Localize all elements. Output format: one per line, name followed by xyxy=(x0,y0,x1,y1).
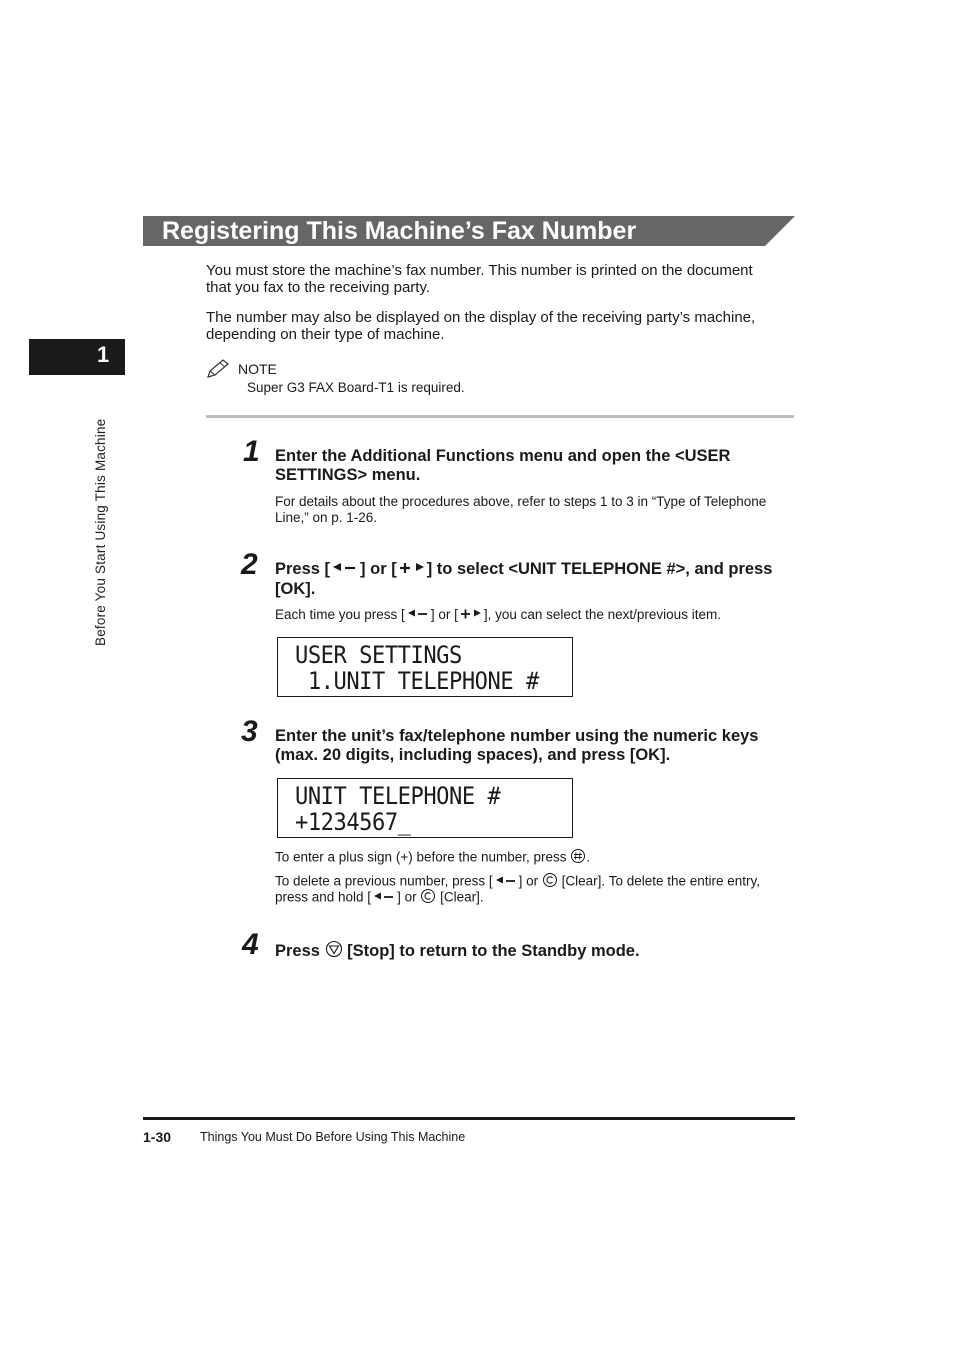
lcd-line: 1.UNIT TELEPHONE # xyxy=(295,667,539,695)
step-number: 1 xyxy=(243,435,260,468)
note-text: Super G3 FAX Board-T1 is required. xyxy=(247,380,465,395)
lcd-display xyxy=(277,778,573,838)
step-body-text: [Clear]. To delete the entire entry, xyxy=(561,873,761,889)
step-heading-text: [Stop] to return to the Standby mode. xyxy=(347,941,640,960)
step-body-text: ], you can select the next/previous item. xyxy=(483,607,721,622)
step-body-text: ] or xyxy=(397,889,417,905)
footer-title: Things You Must Do Before Using This Machine xyxy=(200,1130,466,1144)
page-number: 1-30 xyxy=(143,1129,172,1145)
step-number: 2 xyxy=(241,548,258,581)
section-banner xyxy=(143,216,795,246)
step-heading: Enter the unit’s fax/telephone number using the numeric keys xyxy=(275,727,759,745)
step-body-text: press and hold [ xyxy=(275,889,372,905)
step-body xyxy=(275,607,795,623)
lcd-display xyxy=(277,637,573,697)
left-minus-key-icon xyxy=(405,607,431,623)
step-body-text: To delete a previous number, press [ xyxy=(275,873,493,889)
chapter-tab xyxy=(29,339,125,375)
pound-key-icon xyxy=(570,848,586,868)
step-heading-text: Press xyxy=(275,941,320,960)
step-body-text: ] or [ xyxy=(430,607,458,622)
step-heading-text: ] or [ xyxy=(360,560,397,578)
plus-right-key-icon xyxy=(458,607,484,623)
step-body-text: ] or xyxy=(518,873,539,889)
left-minus-key-icon xyxy=(330,560,360,579)
intro-line: depending on their type of machine. xyxy=(206,326,445,343)
step-heading xyxy=(275,940,795,963)
chapter-side-label: Before You Start Using This Machine xyxy=(93,418,108,646)
note-label: NOTE xyxy=(238,361,277,377)
divider xyxy=(206,415,794,418)
step-heading: SETTINGS> menu. xyxy=(275,466,421,484)
intro-line: The number may also be displayed on the display of the receiving party’s machine, xyxy=(206,309,756,326)
left-minus-key-icon xyxy=(371,890,397,906)
clear-key-icon xyxy=(420,888,436,908)
step-body-text: . xyxy=(586,849,591,865)
step-number: 4 xyxy=(242,928,259,961)
section-title: Registering This Machine’s Fax Number xyxy=(162,217,637,245)
step-body-text: Each time you press [ xyxy=(275,607,405,622)
step-body xyxy=(275,888,795,908)
stop-key-icon xyxy=(325,940,343,963)
pencil-icon xyxy=(205,358,231,385)
chapter-number: 1 xyxy=(97,342,110,367)
step-heading xyxy=(275,560,795,579)
footer-rule xyxy=(143,1117,795,1120)
step-body: Line,” on p. 1-26. xyxy=(275,510,378,525)
intro-line: that you fax to the receiving party. xyxy=(206,279,431,296)
lcd-line: USER SETTINGS xyxy=(295,641,462,669)
step-heading: [OK]. xyxy=(275,580,316,598)
step-body: For details about the procedures above, refer to steps 1 to 3 in “Type of Telephone xyxy=(275,494,767,509)
step-body-text: To enter a plus sign (+) before the number, press xyxy=(275,849,567,865)
lcd-line: UNIT TELEPHONE # xyxy=(295,782,501,810)
step-body xyxy=(275,848,795,868)
step-number: 3 xyxy=(241,715,258,748)
lcd-line: +1234567_ xyxy=(295,808,411,836)
step-heading-text: ] to select <UNIT TELEPHONE #>, and press xyxy=(426,560,773,578)
step-heading: (max. 20 digits, including spaces), and press [OK]. xyxy=(275,746,671,764)
intro-line: You must store the machine’s fax number. This number is printed on the document xyxy=(206,262,753,279)
step-heading-text: Press [ xyxy=(275,560,331,578)
plus-right-key-icon xyxy=(397,560,427,579)
step-heading: Enter the Additional Functions menu and open the <USER xyxy=(275,447,731,465)
step-body-text: [Clear]. xyxy=(440,889,484,905)
